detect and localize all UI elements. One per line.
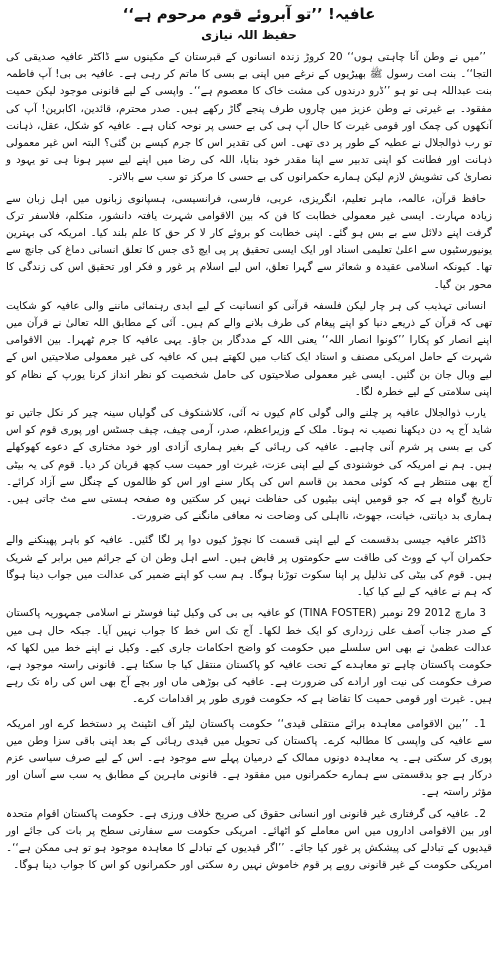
paragraph-5: ڈاکٹر عافیہ جیسی بدقسمت کے لیے اپنی قسمت کا نچوڑ کیوں دوا پر لگا گئیں۔ عافیہ کو باہر پھینکنے والے حکمران آپ کے ووٹ کی طاقت سے حکومتوں پر قابض ہیں۔ اسے اہل وطن ان کے جرائم میں برابر کے شریک ہیں۔ قوم کی بیٹی کی تذلیل پر اپنا سکوت توڑنا ہوگا۔ ہم سب کو اپنے ضمیر کی عدالت میں جواب دینا ہوگا کہ ہم نے عافیہ کے لیے کیا کیا۔: [6, 534, 492, 599]
article-title: عافیہ! ’’تو آبروئے قوم مرحوم ہے‘‘: [122, 5, 376, 23]
paragraph-4: یارب ذوالجلال عافیہ پر چلنے والی گولی کام کیوں نہ آئی، کلاشنکوف کی گولیاں سینہ چیر کر نکل جاتیں تو شاید آج یہ دن دیکھنا نصیب نہ ہوتا۔ ملک کے وزیراعظم، صدر، آرمی چیف، چیف جسٹس اور پوری قوم کو اس کی بے بسی پر شرم آنی چاہیے۔ عافیہ کی رہائی کے بغیر ہماری آزادی اور خود مختاری کے دعوے کھوکھلے ہیں۔ ہم نے امریکہ کی خوشنودی کے لیے اپنی عزت، غیرت اور حمیت سب کچھ قربان کر دیا۔ قوم کی یہ بیٹی آج بھی منتظر ہے کہ کوئی محمد بن قاسم اس کی پکار سنے اور اس کو ظالموں کے چنگل سے آزاد کرائے۔ تاریخ گواہ ہے کہ جو قومیں اپنی بیٹیوں کی حفاظت نہیں کر سکتیں وہ صفحہ ہستی سے مٹ جاتی ہیں۔ ہماری بد دیانتی، خیانت، جھوٹ، نااہلی کی وضاحت نہ معافی مانگنے کی ضرورت۔: [6, 407, 492, 523]
paragraph-2: حافظ قرآن، عالمہ، ماہر تعلیم، انگریزی، عربی، فارسی، فرانسیسی، ہسپانوی زبانوں میں اہل زبان سے زیادہ مہارت۔ ایسی غیر معمولی خطابت کا فن کہ بین الاقوامی شہرت یافتہ دانشور، متکلم، فلاسفر ترک گرفت اپنے دلائل سے بے بس ہو گئے۔ اپنی خطابت کو بروئے کار لا کر حق کا علم بلند کیا۔ امریکہ کی بہترین یونیورسٹیوں سے اعلیٰ تعلیمی اسناد اور ایک ایسی تحقیق پر پی ایچ ڈی جس کا تعلق انسانی دماغ کی جانچ سے تھا۔ کیونکہ اسلامی عقیدہ و شعائر سے گہرا تعلق، اس لیے اسلام پر غور و فکر اور تحقیق اس کی زندگی کا محور بن گیا۔: [6, 192, 492, 291]
paragraph-1: ’’میں نے وطن آنا چاہتی ہوں‘‘ 20 کروڑ زندہ انسانوں کے قبرستان کے مکینوں سے ڈاکٹر عافیہ صدیقی کی التجا‘‘۔ بنت امت رسول ﷺ بھیڑیوں کے نرغے میں اپنی بے بسی کا ماتم کر رہی ہے۔ عافیہ بی بی! آپ فاطمہ بنت عبداللہ ہی تو ہو ’’ڈرو درندوں کی مشت خاک کا معصوم ہے‘‘۔ واپسی کے لیے قانونی موجود لیکن حمیت مفقود۔ بے غیرتی نے وطن عزیز میں چاروں طرف پنجے گاڑ رکھے ہیں۔ صدر محترم، قائدین، اکابرین! آپ کی آنکھوں کی چمک اور قومی غیرت کا حال آپ ہی کی بے حسی پر نوحہ کناں ہے۔ عافیہ کو شکل، عقل، ذہانت تو رب ذوالجلال نے عطیہ کے طور پر دی تھی۔ اس کی تقدیر اس کا جرم کیسے بن گئی؟ البتہ اس غیر معمولی ذہانت اور فطانت کو اپنی تدبیر سے اپنا مقدر خود بنایا، اللہ کی رضا میں اپنے لیے سپر ہونا ہی تو یہود و نصاریٰ کی تشویش لازم لیکن ہمارے حکمرانوں کی بے حسی کا مرکز تو سب سے بالاتر۔: [6, 51, 492, 184]
paragraph-3: انسانی تہذیب کی ہر چار لیکن فلسفہ قرآنی کو انسانیت کے لیے ابدی رہنمائی ماننے والی عافیہ کو شکایت تھی کہ قرآن کے ذریعے دنیا کو اپنے پیغام کی طرف بلانے والے کم ہیں۔ آئی کے مطابق اللہ تعالیٰ نے قرآن میں اپنے انصار کو پکارا ’’کونوا انصار اللہ‘‘ یعنی اللہ کے مددگار بن جاؤ۔ یہی عافیہ کا جرم ٹھہرا۔ بین الاقوامی شہرت کے حامل امریکی مصنف و استاد ایک کتاب میں لکھتے ہیں کہ عافیہ کی غیر معمولی صلاحیتیں اس کے لیے وبال جان بن گئیں۔ ایسی غیر معمولی صلاحیتوں کی حامل شخصیت کو نظر انداز کرنا یورپ کے نظام کو اپنی سلامتی کے لیے خطرہ لگا۔: [6, 299, 492, 398]
paragraph-7: 1۔ ’’بین الاقوامی معاہدہ برائے منتقلی قیدی‘‘ حکومت پاکستان لیٹر آف انٹینٹ پر دستخط کرے اور امریکہ سے عافیہ کی واپسی کا مطالبہ کرے۔ پاکستان کی تحویل میں قیدی رہائی کے بعد اپنی باقی سزا وطن میں پوری کر سکتی ہے۔ یہ معاہدہ دونوں ممالک کے درمیان پہلے سے موجود ہے۔ اس کے لیے صرف سیاسی عزم درکار ہے جو بدقسمتی سے ہمارے حکمرانوں میں مفقود ہے۔ قانونی ماہرین کے مطابق یہ سب سے آسان اور مؤثر راستہ ہے۔: [6, 717, 492, 799]
author-byline: حفیظ اللہ نیازی: [201, 28, 297, 42]
paragraph-8: 2۔ عافیہ کی گرفتاری غیر قانونی اور انسانی حقوق کی صریح خلاف ورزی ہے۔ حکومت پاکستان اقوام متحدہ اور بین الاقوامی اداروں میں اس معاملے کو اٹھائے۔ امریکی حکومت سے سفارتی سطح پر بات کی جائے اور قیدیوں کے تبادلے کی پیشکش پر غور کیا جائے۔ ’’اگر قیدیوں کے تبادلے کا معاہدہ موجود ہو تو ہی ممکن ہے‘‘۔ امریکی حکومت کے غیر قانونی رویے پر قوم خاموش نہیں رہ سکتی اور حکمرانوں کو اس کا جواب دینا ہوگا۔: [6, 807, 492, 872]
paragraph-6: 3 مارچ 2012 29 نومبر (TINA FOSTER) کو عافیہ بی بی کی وکیل ٹینا فوسٹر نے اسلامی جمہوریہ پاکستان کے صدر جناب آصف علی زرداری کو ایک خط لکھا۔ آج تک اس خط کا جواب نہیں آیا۔ جبکہ حال ہی میں عدالت عظمیٰ نے بھی اس سلسلے میں حکومت کو واضح احکامات جاری کیے۔ وکیل نے اپنے خط میں لکھا کہ حکومت پاکستان چاہے تو معاہدے کے تحت عافیہ کو پاکستان منتقل کیا جا سکتا ہے۔ قانونی راستہ موجود ہے، صرف حکومت کی نیت اور ارادے کی ضرورت ہے۔ عافیہ کی بوڑھی ماں اور بچے آج بھی اس کی راہ تک رہے ہیں۔ غیرت اور قومی حمیت کا تقاضا ہے کہ حکومت فوری طور پر اقدامات کرے۔: [6, 607, 492, 706]
